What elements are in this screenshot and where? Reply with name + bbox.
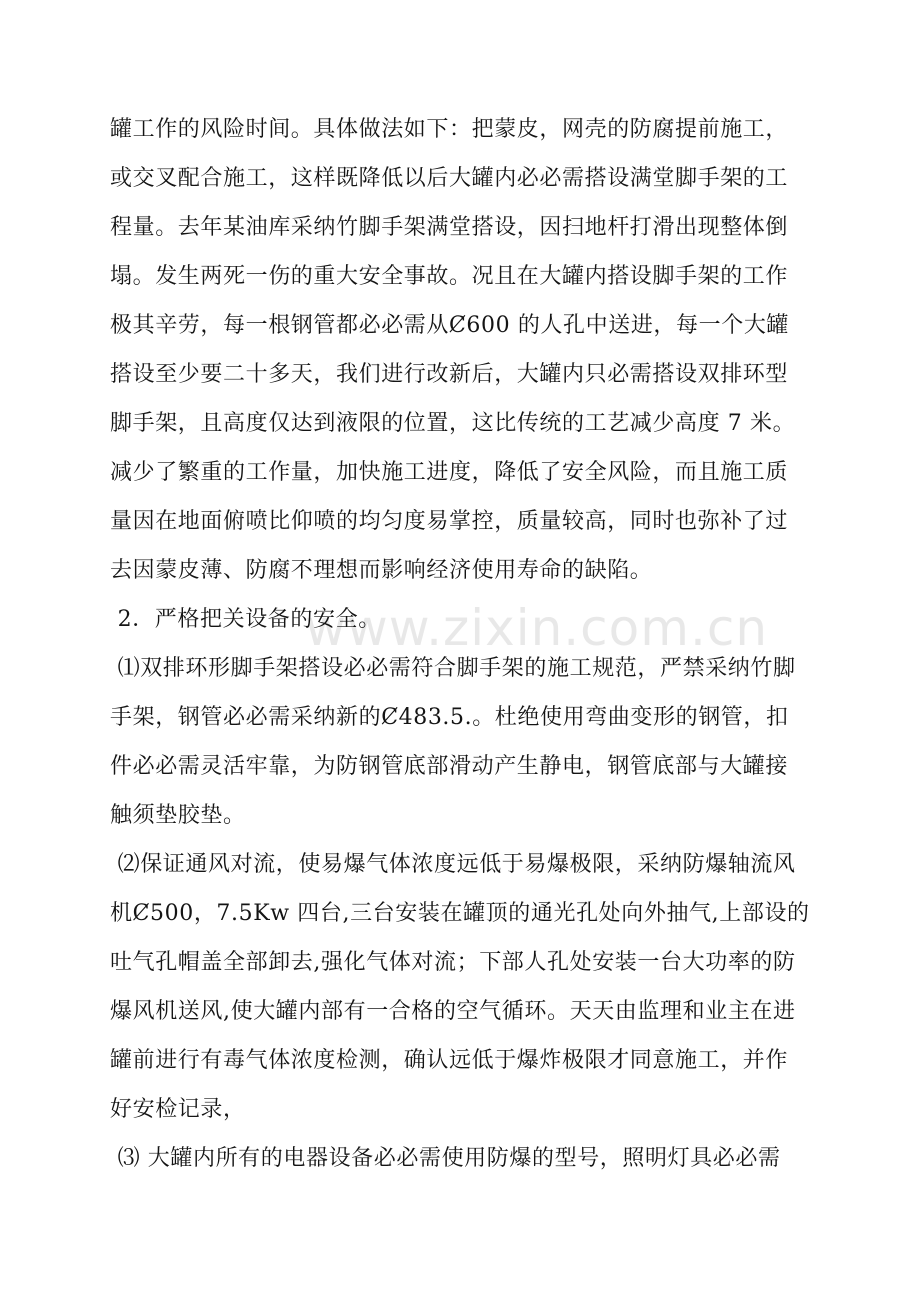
text-line: 吐气孔帽盖全部卸去,强化气体对流；下部人孔处安装一台大功率的防 xyxy=(110,950,796,975)
text-line: ⑶ 大罐内所有的电器设备必必需使用防爆的型号，照明灯具必必需 xyxy=(110,1146,781,1171)
text-line: 搭设至少要二十多天，我们进行改新后，大罐内只必需搭设双排环型 xyxy=(110,362,789,387)
text-line: 程量。去年某油库采纳竹脚手架满堂搭设，因扫地杆打滑出现整体倒 xyxy=(110,215,789,240)
text-line: 好安检记录， xyxy=(110,1097,246,1122)
text-line: 机Ȼ500，7.5Kw 四台,三台安装在罐顶的通光孔处向外抽气,上部设的 xyxy=(110,901,810,926)
text-line: ⑵保证通风对流，使易爆气体浓度远低于易爆极限，采纳防爆轴流风 xyxy=(110,852,796,877)
text-line: 爆风机送风,使大罐内部有一合格的空气循环。天天由监理和业主在进 xyxy=(110,999,796,1024)
text-line: 减少了繁重的工作量，加快施工进度，降低了安全风险，而且施工质 xyxy=(110,460,789,485)
text-line: 罐工作的风险时间。具体做法如下：把蒙皮，网壳的防腐提前施工， xyxy=(110,117,789,142)
text-line: 脚手架，且高度仅达到液限的位置，这比传统的工艺减少高度 7 米。 xyxy=(110,411,796,436)
text-line: 或交叉配合施工，这样既降低以后大罐内必必需搭设满堂脚手架的工 xyxy=(110,166,789,191)
text-line: 件必必需灵活牢靠，为防钢管底部滑动产生静电，钢管底部与大罐接 xyxy=(110,754,789,779)
text-line: ⑴双排环形脚手架搭设必必需符合脚手架的施工规范，严禁采纳竹脚 xyxy=(110,656,796,681)
text-line: 极其辛劳，每一根钢管都必必需从Ȼ600 的人孔中送进，每一个大罐 xyxy=(110,313,790,338)
text-line: 塌。发生两死一伤的重大安全事故。况且在大罐内搭设脚手架的工作 xyxy=(110,264,789,289)
section-heading: 2．严格把关设备的安全。 xyxy=(110,607,381,632)
text-line: 触须垫胶垫。 xyxy=(110,803,246,828)
text-line: 量因在地面俯喷比仰喷的均匀度易掌控，质量较高，同时也弥补了过 xyxy=(110,509,789,534)
text-line: 罐前进行有毒气体浓度检测，确认远低于爆炸极限才同意施工，并作 xyxy=(110,1048,789,1073)
watermark: www.zixin.com.cn xyxy=(305,599,769,657)
text-line: 手架，钢管必必需采纳新的Ȼ483.5.。杜绝使用弯曲变形的钢管，扣 xyxy=(110,705,789,730)
text-line: 去因蒙皮薄、防腐不理想而影响经济使用寿命的缺陷。 xyxy=(110,558,653,583)
